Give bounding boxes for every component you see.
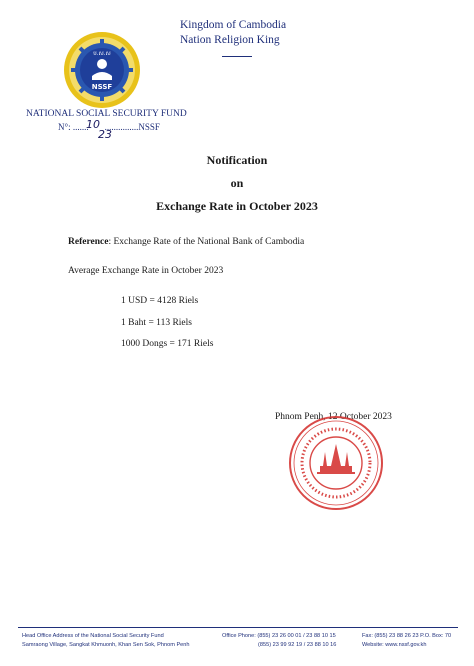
footer-address [22, 632, 190, 650]
document-number [58, 118, 160, 141]
handwritten-number: 10 [86, 118, 100, 131]
rate-baht: 1 Baht = 113 Riels [121, 318, 192, 328]
footer-phones [222, 632, 336, 650]
organization-name: NATIONAL SOCIAL SECURITY FUND [26, 109, 187, 119]
footer-address-line-1: Head Office Address of the National Social Security Fund [22, 633, 164, 639]
logo-acronym: NSSF [91, 83, 113, 91]
rate-usd: 1 USD = 4128 Riels [121, 296, 199, 306]
footer-website: Website: www.nssf.gov.kh [362, 642, 427, 648]
footer-divider [18, 627, 458, 628]
number-gap: ..... [104, 122, 116, 132]
rate-dong: 1000 Dongs = 171 Riels [121, 339, 214, 349]
reference-label: Reference [68, 237, 109, 247]
ornament-divider [222, 55, 252, 58]
footer-phone-line-2: (855) 23 99 92 19 / 23 88 10 16 [258, 642, 337, 648]
number-prefix: N°: ....... [58, 122, 89, 132]
footer-fax: Fax: (855) 23 88 26 23 P.O. Box: 70 [362, 633, 452, 639]
footer-address-line-2: Samraong Village, Sangkat Khmuonh, Khan Sen Sok, Phnom Penh [22, 642, 190, 648]
notification-on: on [230, 176, 244, 190]
official-seal [287, 414, 385, 512]
handwritten-year: 23 [98, 128, 112, 141]
reference-text: : Exchange Rate of the National Bank of Cambodia [108, 237, 305, 247]
kingdom-title: Kingdom of Cambodia [180, 19, 287, 31]
nation-motto: Nation Religion King [180, 34, 280, 46]
number-suffix: ..........NSSF [115, 122, 160, 132]
footer-phone-line-1: Office Phone: (855) 23 26 00 01 / 23 88 10 15 [222, 633, 336, 639]
average-rate-heading: Average Exchange Rate in October 2023 [68, 266, 224, 276]
reference-line [68, 237, 304, 247]
nssf-logo [62, 30, 142, 110]
notification-title: Notification [206, 153, 268, 167]
logo-khmer-text: ប.ស.ស [93, 51, 111, 57]
footer-contact [362, 632, 451, 650]
place-and-date: Phnom Penh, 12 October 2023 [275, 412, 392, 422]
notification-subject: Exchange Rate in October 2023 [156, 199, 318, 213]
letterhead-kingdom [180, 18, 286, 48]
